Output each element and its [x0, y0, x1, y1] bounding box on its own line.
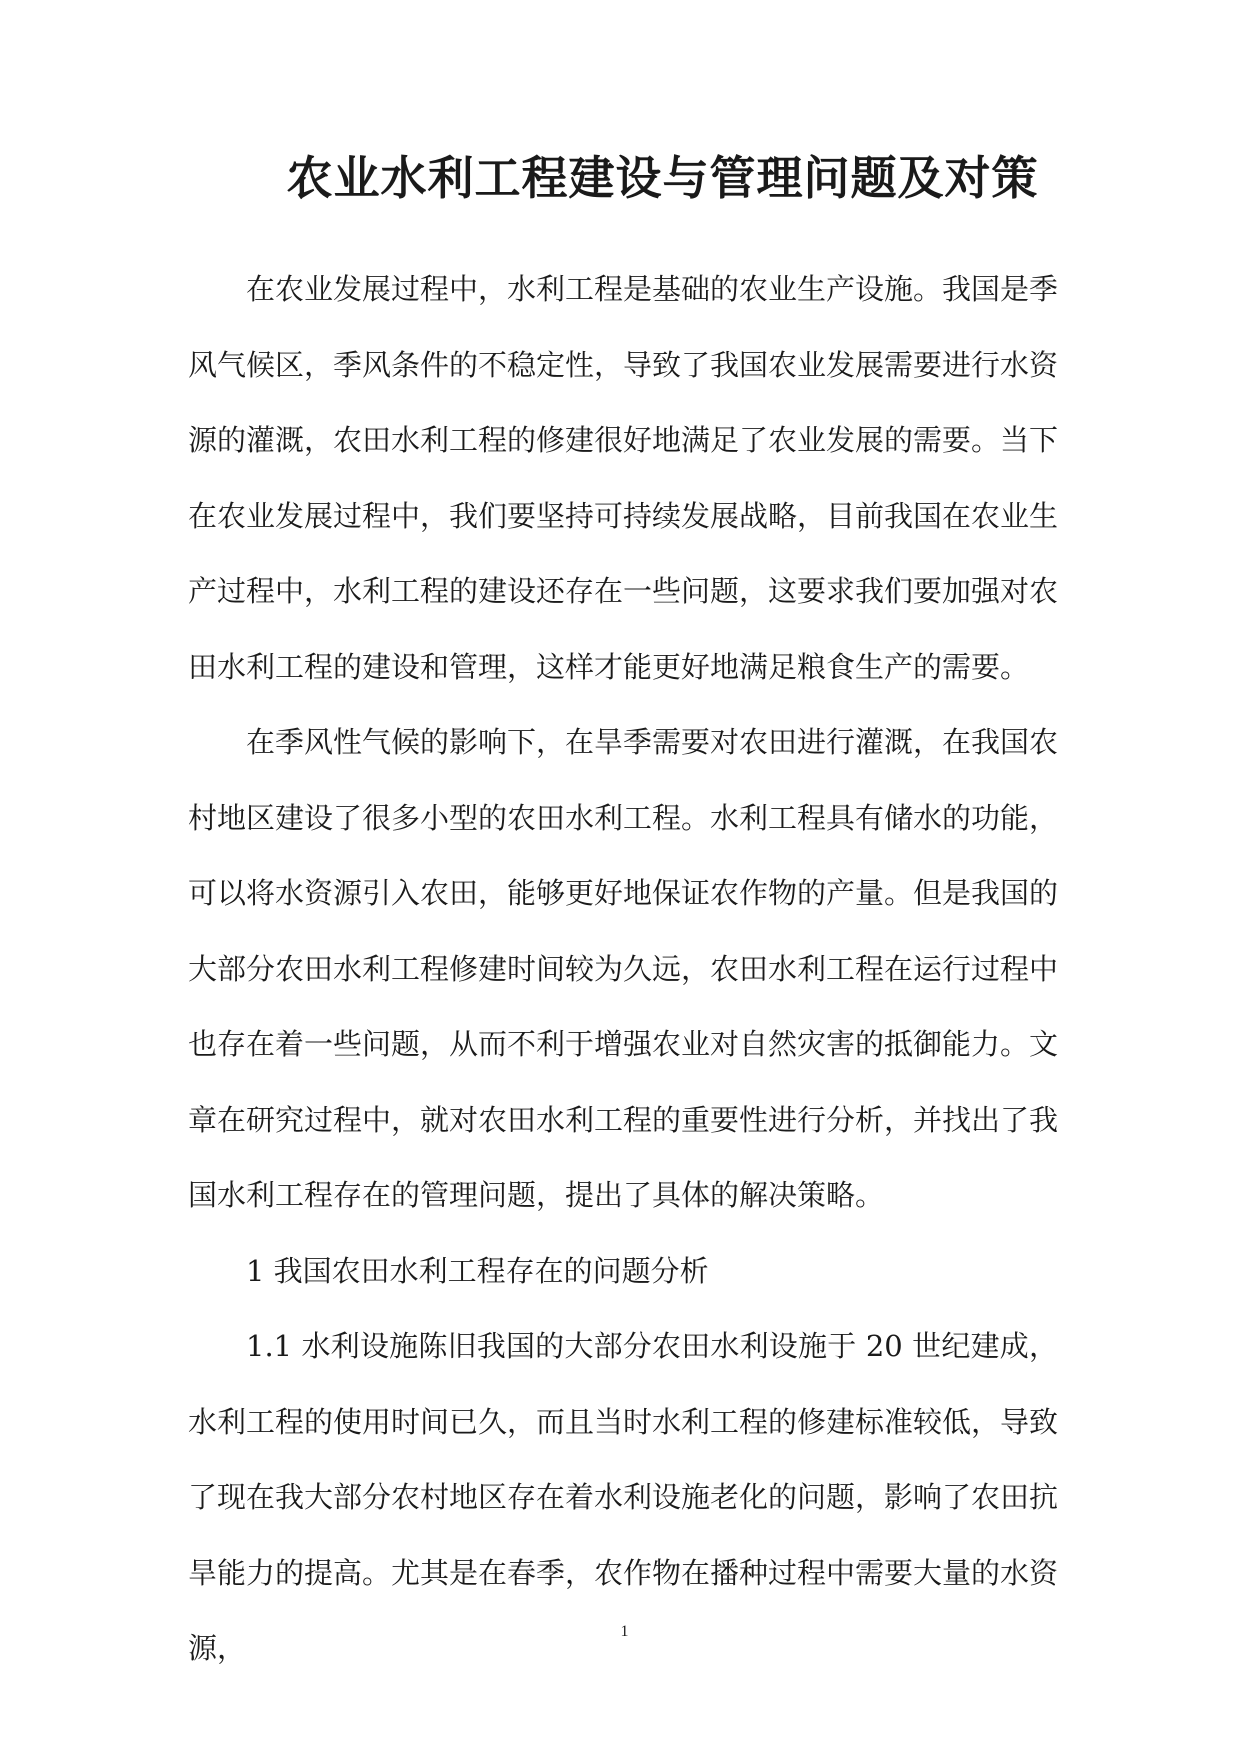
paragraph-intro: 在农业发展过程中，水利工程是基础的农业生产设施。我国是季风气候区，季风条件的不稳定性，导致了我国农业发展需要进行水资源的灌溉，农田水利工程的修建很好地满足了农业发展的需要。当下在农业发展过程中，我们要坚持可持续发展战略，目前我国在农业生产过程中，水利工程的建设还存在一些问题，这要求我们要加强对农田水利工程的建设和管理，这样才能更好地满足粮食生产的需要。 — [188, 272, 1059, 684]
page-number: 1 — [620, 1623, 629, 1640]
section-heading-1: 1 我国农田水利工程存在的问题分析 — [246, 1253, 709, 1288]
document-title: 农业水利工程建设与管理问题及对策 — [286, 151, 1039, 205]
paragraph-background: 在季风性气候的影响下，在旱季需要对农田进行灌溉，在我国农村地区建设了很多小型的农田水利工程。水利工程具有储水的功能，可以将水资源引入农田，能够更好地保证农作物的产量。但是我国的大部分农田水利工程修建时间较为久远，农田水利工程在运行过程中也存在着一些问题，从而不利于增强农业对自然灾害的抵御能力。文章在研究过程中，就对农田水利工程的重要性进行分析，并找出了我国水利工程存在的管理问题，提出了具体的解决策略。 — [188, 725, 1059, 1212]
paragraph-section-1-1: 1.1 水利设施陈旧我国的大部分农田水利设施于 20 世纪建成，水利工程的使用时间已久，而且当时水利工程的修建标准较低，导致了现在我大部分农村地区存在着水利设施老化的问题，影响了农田抗旱能力的提高。尤其是在春季，农作物在播种过程中需要大量的水资源， — [188, 1329, 1059, 1665]
document-body — [188, 252, 1058, 1687]
